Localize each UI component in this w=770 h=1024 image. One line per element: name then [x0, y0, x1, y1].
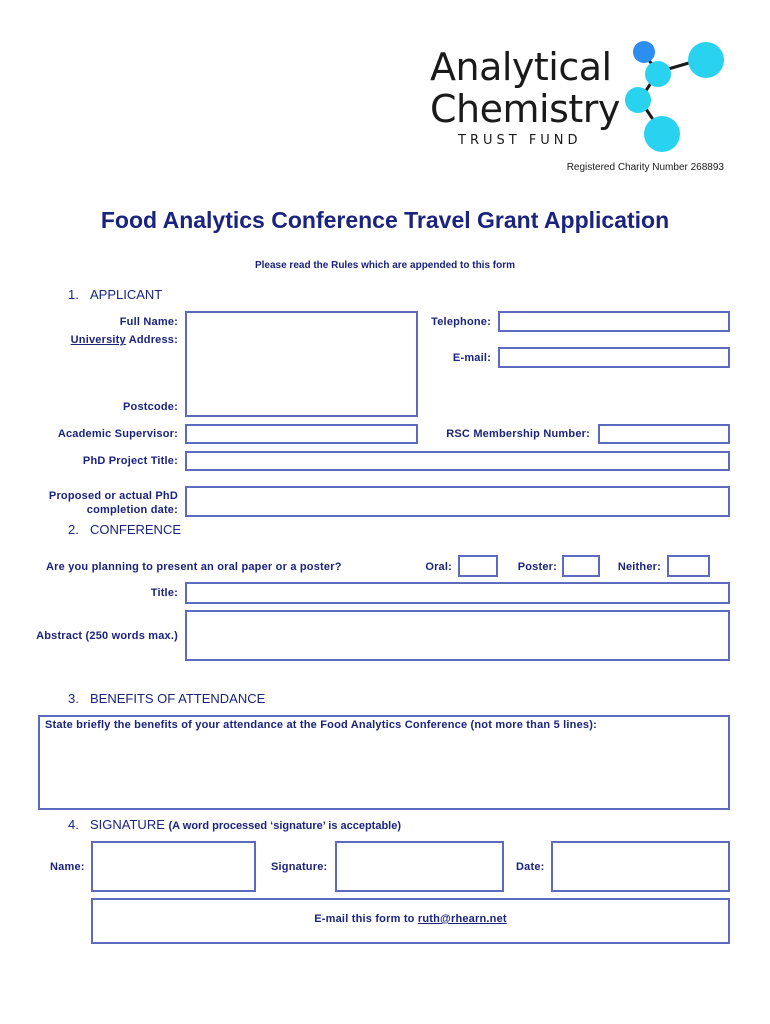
abstract-label: Abstract (250 words max.): [36, 630, 178, 642]
section-number: 3.: [68, 691, 79, 706]
charity-number: Registered Charity Number 268893: [566, 162, 724, 173]
section-number: 1.: [68, 287, 79, 302]
project-title-field[interactable]: [185, 451, 730, 471]
email-label: E-mail:: [452, 352, 491, 364]
supervisor-label: Academic Supervisor:: [57, 428, 178, 440]
email-instruction: [91, 913, 730, 925]
signature-field[interactable]: [335, 841, 504, 892]
molecule-icon: [618, 38, 730, 156]
section-title: CONFERENCE: [90, 522, 182, 537]
address-label: [40, 334, 178, 346]
section-applicant-heading: [68, 287, 162, 302]
section-number: 2.: [68, 522, 79, 537]
email-field[interactable]: [498, 347, 730, 368]
oral-checkbox[interactable]: [458, 555, 498, 577]
neither-checkbox[interactable]: [667, 555, 710, 577]
conference-title-field[interactable]: [185, 582, 730, 604]
logo-line-3: TRUST FUND: [458, 133, 582, 148]
rsc-field[interactable]: [598, 424, 730, 444]
benefits-prompt: State briefly the benefits of your attendance at the Food Analytics Conference (not more than 5 lines):: [45, 719, 597, 731]
section-conference-heading: [68, 522, 181, 537]
name-label: Name:: [50, 861, 85, 873]
poster-label: Poster:: [517, 561, 557, 573]
rsc-label: RSC Membership Number:: [446, 428, 590, 440]
abstract-field[interactable]: [185, 610, 730, 661]
postcode-label: Postcode:: [123, 401, 178, 413]
rules-note: Please read the Rules which are appended to this form: [254, 260, 516, 271]
telephone-label: Telephone:: [431, 316, 491, 328]
presentation-question: Are you planning to present an oral paper or a poster?: [46, 561, 342, 573]
section-number: 4.: [68, 817, 79, 832]
email-instruction-text: E-mail this form to: [314, 913, 418, 925]
page-title: Food Analytics Conference Travel Grant Application: [100, 207, 670, 233]
address-label-underlined: University: [70, 334, 126, 346]
completion-label-line-2: completion date:: [86, 504, 178, 516]
section-title: BENEFITS OF ATTENDANCE: [90, 691, 266, 706]
section-title: SIGNATURE: [90, 817, 165, 832]
project-title-label: PhD Project Title:: [82, 455, 178, 467]
signature-note: (A word processed ‘signature’ is acceptable): [168, 820, 402, 832]
address-label-rest: Address:: [125, 334, 178, 346]
conference-title-label: Title:: [150, 587, 178, 599]
neither-label: Neither:: [617, 561, 661, 573]
completion-label: [20, 489, 178, 517]
logo-line-2: Chemistry: [430, 87, 620, 131]
section-signature-heading: [68, 817, 401, 832]
signature-label: Signature:: [271, 861, 328, 873]
poster-checkbox[interactable]: [562, 555, 600, 577]
telephone-field[interactable]: [498, 311, 730, 332]
completion-date-field[interactable]: [185, 486, 730, 517]
oral-label: Oral:: [425, 561, 452, 573]
email-link[interactable]: ruth@rhearn.net: [417, 913, 507, 925]
completion-label-line-1: Proposed or actual PhD: [48, 490, 178, 502]
logo-line-1: Analytical: [430, 45, 612, 89]
full-name-label: Full Name:: [119, 316, 178, 328]
section-benefits-heading: [68, 691, 265, 706]
section-title: APPLICANT: [90, 287, 163, 302]
supervisor-field[interactable]: [185, 424, 418, 444]
name-field[interactable]: [91, 841, 256, 892]
date-label: Date:: [516, 861, 545, 873]
date-field[interactable]: [551, 841, 730, 892]
